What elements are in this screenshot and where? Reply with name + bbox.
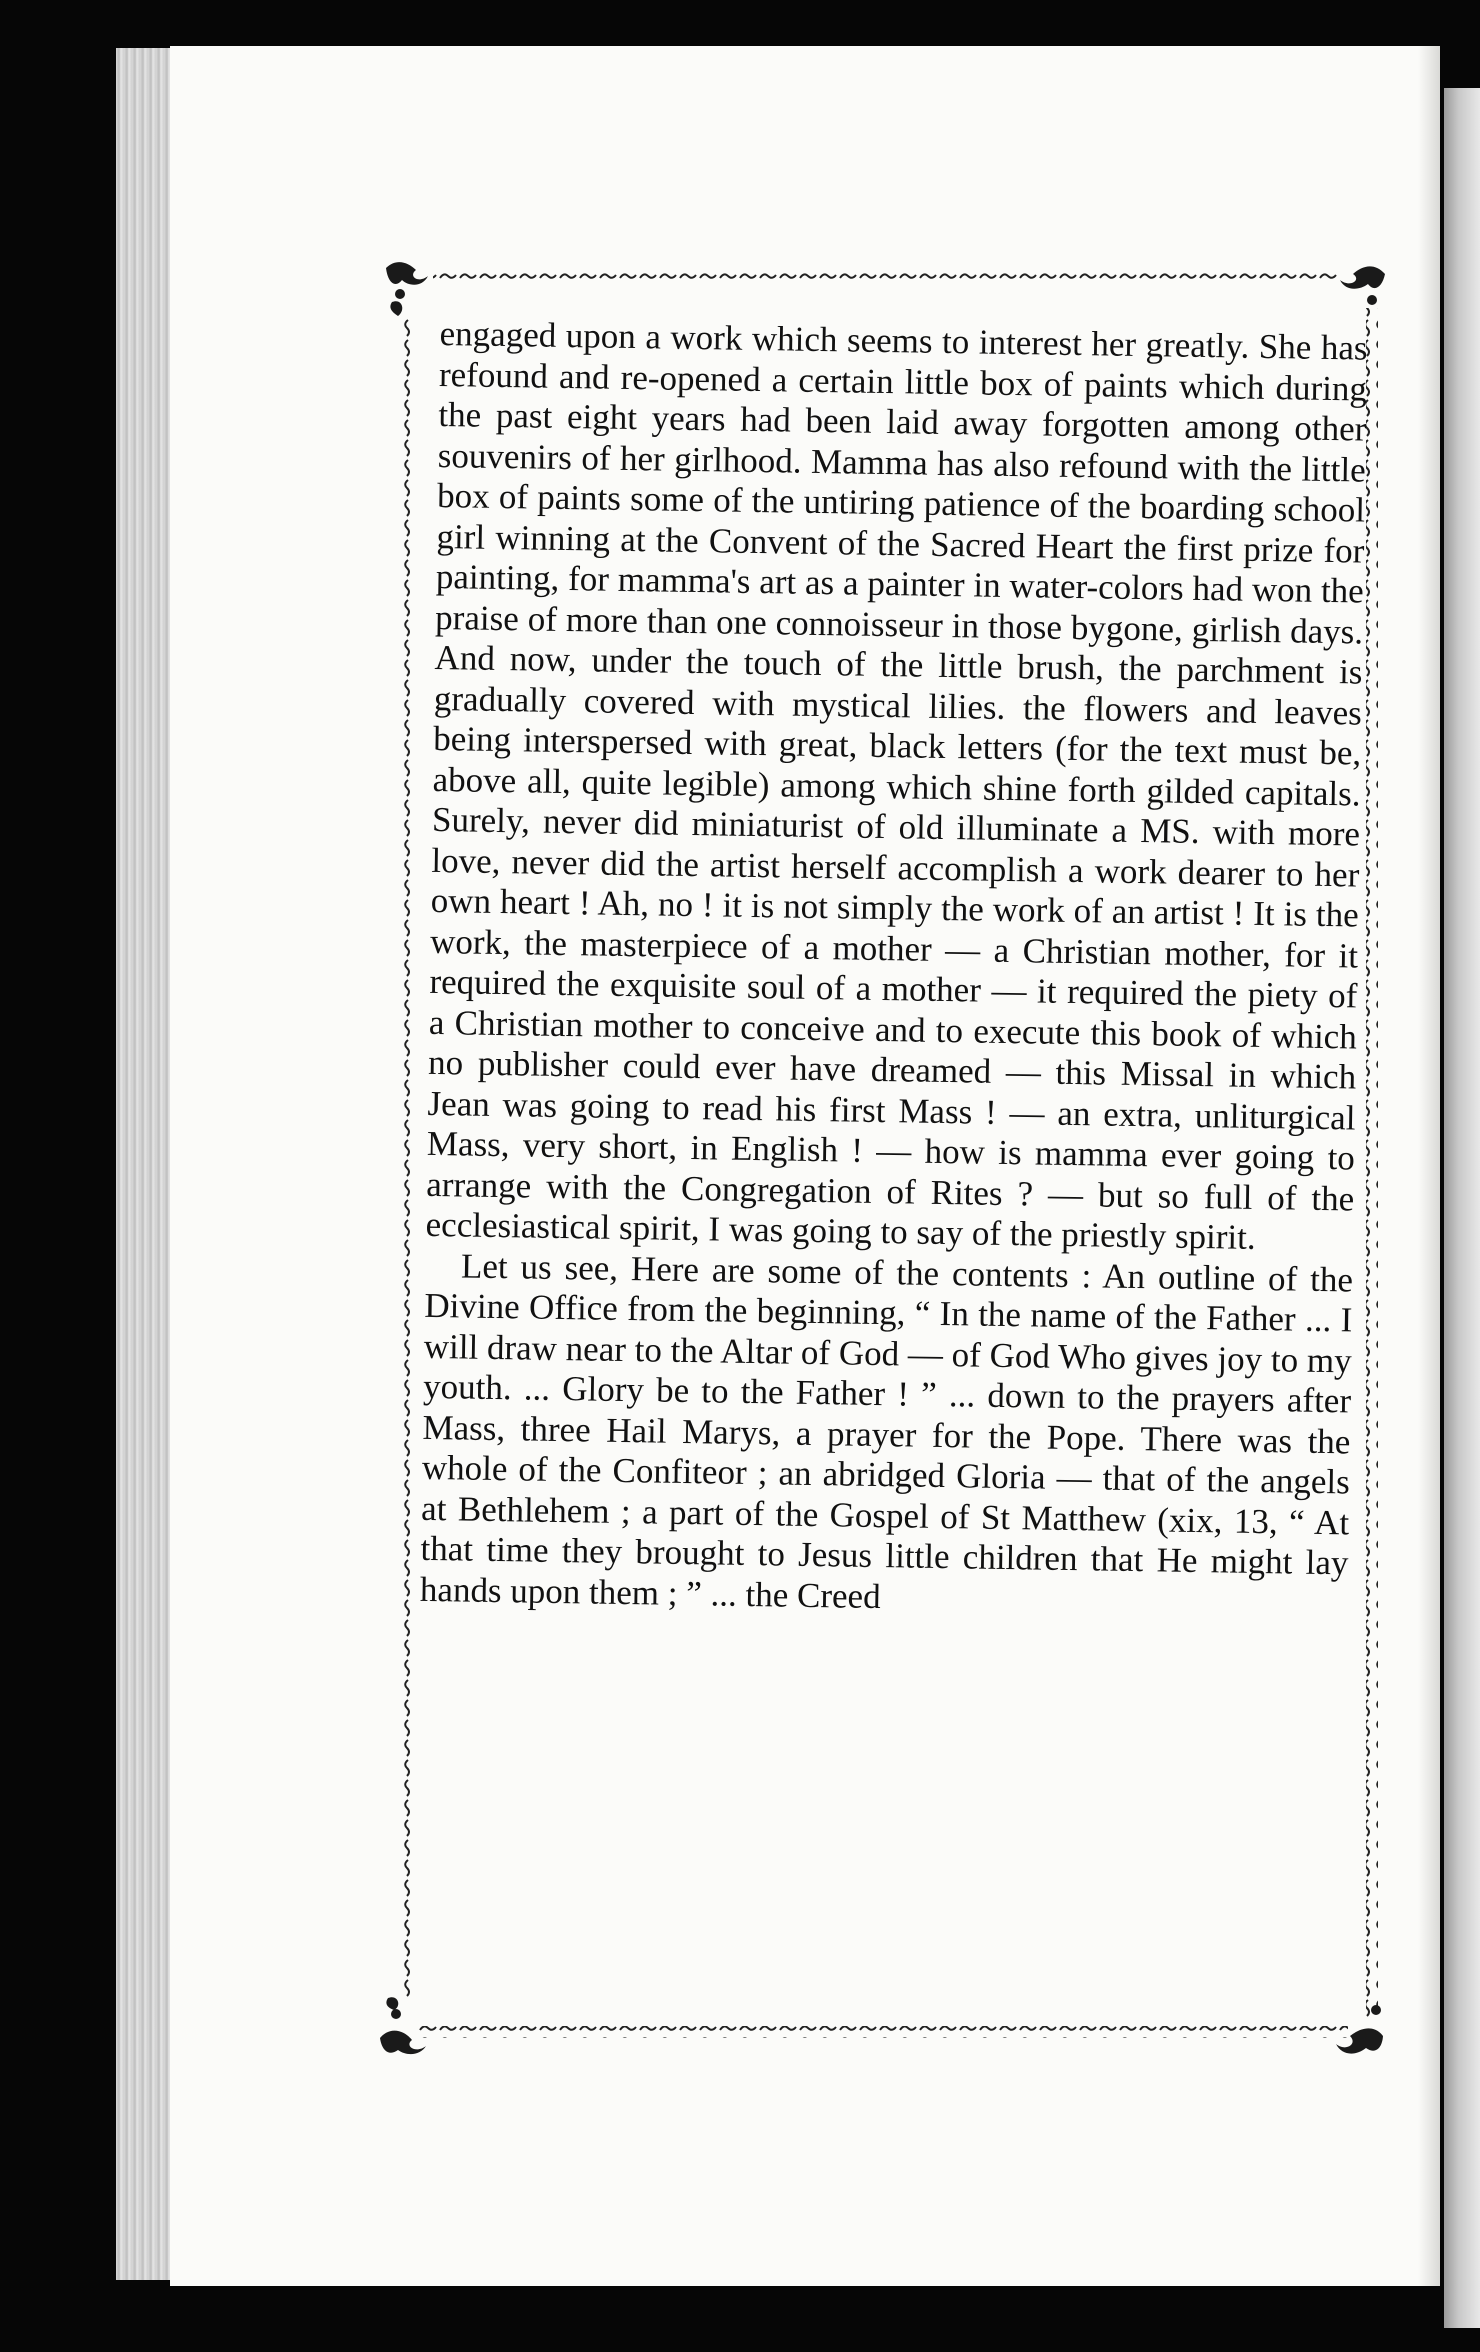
- paragraph: engaged upon a work which seems to interest her greatly. She has refound and re-opened a certain little box of paints which during the past eight years had been laid away forgotten among other souvenirs of her girlhood. Mamma has also refound with the little box of paints some of the untiring patience of the boarding school girl winning at the Convent of the Sacred Heart the first prize for painting, for mamma's art as a painter in water-colors had won the praise of more than one connoisseur in those bygone, girlish days. And now, under the touch of the little brush, the parchment is gradually covered with mystical lilies. the flowers and leaves being interspersed with great, black letters (for the text must be, above all, quite legible) among which shine forth gilded capitals. Surely, never did miniaturist of old illuminate a MS. with more love, never did the artist herself accomplish a work dearer to her own heart ! Ah, no ! it is not simply the work of an artist ! It is the work, the masterpiece of a mother — a Christian mother, for it required the exquisite soul of a mother — it required the piety of a Christian mother to conceive and to execute this book of which no publisher could ever have dreamed — this Missal in which Jean was going to read his first Mass ! — an extra, unliturgical Mass, very short, in English ! — how is mamma ever going to arrange with the Congregation of Rites ? — but so full of the ecclesiastical spirit, I was going to say of the priestly spirit.: [425, 314, 1368, 1257]
- corner-ornament-top-right: [1340, 266, 1385, 305]
- paragraph: Let us see, Here are some of the contents : An outline of the Divine Office from the beginning, “ In the name of the Father ... I will draw near to the Altar of God — of God Who gives joy to my youth. ... Glory be to the Father ! ” ... down to the prayers after Mass, three Hail Marys, a prayer for the Pope. There was the whole of the Confiteor ; an abridged Gloria — that of the angels at Bethlehem ; a part of the Gospel of St Matthew (xix, 13, “ At that time they brought to Jesus little children that He might lay hands upon them ; ” ... the Creed: [419, 1245, 1354, 1616]
- corner-ornament-top-left: [386, 262, 428, 316]
- corner-ornament-bottom-left: [380, 1997, 426, 2054]
- ornamental-frame: [378, 258, 1393, 2058]
- book-page-edges: [116, 48, 176, 2280]
- facing-page-edge: [1444, 88, 1480, 2328]
- page-text: [420, 314, 1368, 1624]
